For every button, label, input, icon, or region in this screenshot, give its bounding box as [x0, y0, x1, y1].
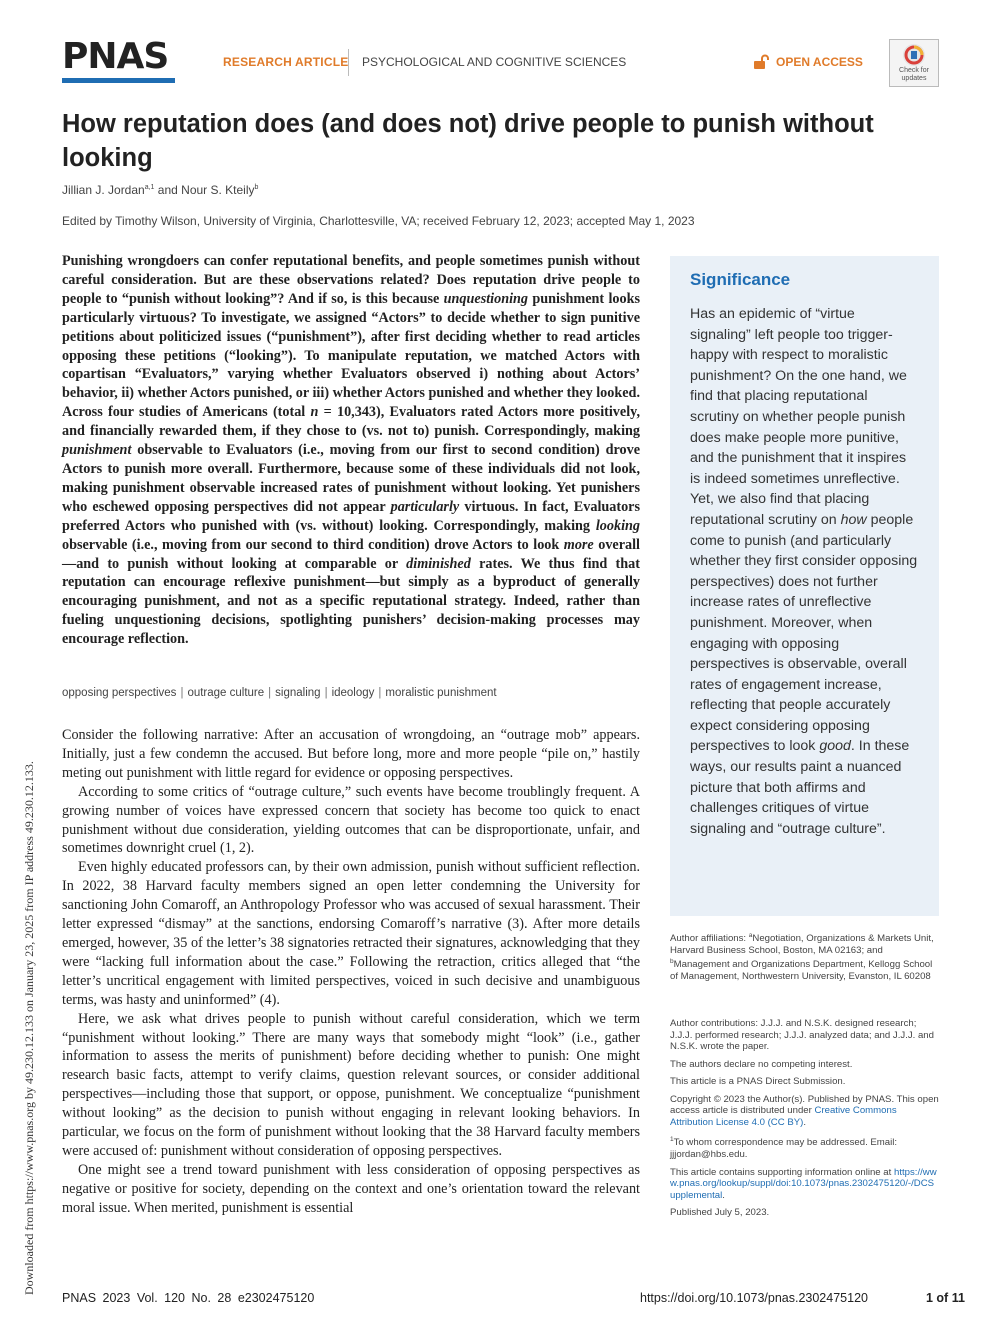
- significance-emphasis: good: [819, 738, 851, 755]
- supporting-info-note: [670, 1167, 939, 1202]
- note-text: Copyright © 2023 the Author(s). Published by PNAS. This open access article is distributed under: [670, 1093, 939, 1117]
- license-link[interactable]: Creative Commons Attribution License 4.0 (CC BY): [670, 1105, 897, 1128]
- keyword[interactable]: moralistic punishment: [385, 687, 497, 699]
- editor-line: Edited by Timothy Wilson, University of Virginia, Charlottesville, VA; received February 12, 2023; accepted May 1, 2023: [62, 214, 695, 228]
- footer-volume: Vol. 120: [136, 1291, 186, 1305]
- page-number: 1 of 11: [926, 1291, 965, 1305]
- keyword[interactable]: outrage culture: [187, 687, 265, 699]
- article-notes: [670, 930, 939, 1225]
- abstract-emphasis: diminished: [406, 555, 471, 572]
- note-text: Management and Organizations Department, Kellogg School of Management, Northwestern University, Evanston, IL 60208: [670, 959, 933, 982]
- abstract-text: punishment looks particularly virtuous? To investigate, we assigned “Actors” to decide whether to sign punitive petitions about politicized issues (“punishment”), after first deciding whether to read articles opposing these petitions (“looking”). To manipulate reputation, we matched Actors with copartisan “Evaluators,” varying whether Evaluators observed i) nothing about Actors’ behavior, ii) whether Actors punished, or iii) whether Actors punished and whether they looked. Across four studies of Americans (total: [62, 290, 641, 421]
- note-text: This article contains supporting information online at: [670, 1166, 894, 1178]
- supplement-link[interactable]: https://www.pnas.org/lookup/suppl/doi:10.1073/pnas.2302475120/-/DCSupplemental: [670, 1166, 937, 1201]
- abstract-emphasis: looking: [595, 517, 640, 534]
- note-text: Author affiliations:: [670, 933, 749, 945]
- footer-year: 2023: [102, 1291, 131, 1305]
- direct-submission-note: This article is a PNAS Direct Submission.: [670, 1076, 846, 1088]
- significance-title: Significance: [690, 270, 791, 289]
- affiliations-note: [670, 930, 939, 982]
- note-text: .: [722, 1189, 725, 1201]
- abstract-text: observable (i.e., moving from our second to third condition) drove Actors to look: [62, 536, 564, 553]
- main-body: [62, 726, 640, 1218]
- published-date: Published July 5, 2023.: [670, 1207, 770, 1219]
- abstract-emphasis: n: [310, 404, 319, 421]
- affiliation-marker: b: [670, 958, 674, 966]
- keyword-separator: |: [180, 687, 184, 699]
- body-paragraph: According to some critics of “outrage culture,” such events have become troublingly frequent. A growing number of voices have expressed concern that society has become too quick to enact punishment without due consideration, yielding outcomes that can be disproportionate, unfair, and sometimes downright cruel (1, 2).: [62, 783, 640, 857]
- body-paragraph: Here, we ask what drives people to punish without careful consideration, which we term “punishment without looking.” There are many ways that somebody might “look” (i.e., gather information to assess the merits of punishment) before deciding whether to punish: One might research basic facts, attempt to verify claims, question relevant sources, or consider additional perspectives—including those that support, or oppose, punishment. We conceptualize “punishment without looking” as the decision to punish without engaging in relevant looking behaviors. In particular, we focus on the form of punishment without looking that the 38 Harvard faculty members were accused of: punishment without consideration of opposing perspectives.: [62, 1010, 640, 1159]
- article-type-label[interactable]: RESEARCH ARTICLE: [223, 55, 349, 69]
- download-notice: Downloaded from https://www.pnas.org by 49.230.12.133 on January 23, 2025 from IP address 49.230.12.133.: [22, 761, 36, 1295]
- abstract-text: overall—and to punish without looking at comparable or: [62, 536, 640, 572]
- author-list: [62, 183, 258, 197]
- check-updates-text-1: Check for: [899, 67, 929, 74]
- footer-issue: No. 28: [191, 1291, 232, 1305]
- affiliation-marker: a: [748, 932, 753, 939]
- abstract-emphasis: punishment: [62, 442, 132, 459]
- keyword[interactable]: signaling: [275, 687, 321, 699]
- competing-interest-note: The authors declare no competing interest.: [670, 1058, 853, 1070]
- footer-article-id: e2302475120: [237, 1291, 315, 1305]
- keyword-separator: |: [324, 687, 328, 699]
- contributions-note: Author contributions: J.J.J. and N.S.K. designed research; J.J.J. performed research; J.J.J. analyzed data; and J.J.J. and N.S.K. wrote the paper.: [670, 1018, 934, 1053]
- abstract-text: rates. We thus find that reputation can encourage reflexive punishment—but simply as a byproduct of generally encouraging punishment, and not as a specific reputational strategy. Indeed, rather than fueling unquestioning decisions, spotlighting punishers’ decision-making processes may encourage reflection.: [62, 555, 640, 648]
- footer-doi-link[interactable]: https://doi.org/10.1073/pnas.2302475120: [640, 1291, 868, 1305]
- author-affiliation-marker: b: [254, 184, 259, 191]
- article-title: How reputation does (and does not) drive people to punish without looking: [62, 110, 874, 172]
- keyword-list: [62, 687, 642, 699]
- keyword[interactable]: ideology: [331, 687, 375, 699]
- logo-underline: [62, 78, 175, 83]
- header-divider: [348, 49, 349, 76]
- body-paragraph: Even highly educated professors can, by their own admission, punish without sufficient reflection. In 2022, 38 Harvard faculty members signed an open letter condemning the University for sanctioning John Comaroff, an Anthropology Professor who was accused of sexual harassment. Their letter expressed “dismay” at the sanctions, endorsing Comaroff’s narrative (3). After more details emerged, however, 35 of the letter’s 38 signatories retracted their signatures, acknowledging that they were “lacking full information about the case.” Following the retraction, critics alleged that “the letter’s uncritical engagement with limited perspectives, voiced in such decisive and unambiguous terms, was hasty and uninformed” (4).: [62, 859, 640, 1008]
- pnas-logo[interactable]: PNAS: [62, 36, 169, 77]
- significance-emphasis: how: [840, 511, 867, 528]
- significance-segment: . In these ways, our results paint a nuanced picture that both affirms and challenges critiques of virtue signaling and “outrage culture”.: [690, 738, 910, 837]
- significance-segment: Has an epidemic of “virtue signaling” left people too trigger-happy with respect to moralistic punishment? On the one hand, we find that placing reputational scrutiny on whether people punish does make people more punitive, and the punishment that it inspires is indeed sometimes unreflective. Yet, we also find that placing reputational scrutiny on: [690, 306, 907, 528]
- author-affiliation-marker: a,1: [144, 184, 155, 191]
- abstract-text: observable to Evaluators (i.e., moving from our first to second condition) drove Actors to punish more overall. Furthermore, because some of these individuals did not look, making punishment observable increased rates of punishment without looking. Yet punishers who eschewed opposing perspectives did not appear: [62, 442, 640, 515]
- correspondence-marker: 1: [670, 1136, 674, 1144]
- note-text: To whom correspondence may be addressed. Email: jjjordan@hbs.edu.: [670, 1137, 898, 1161]
- author-conjunction: and: [154, 183, 182, 197]
- abstract-emphasis: unquestioning: [443, 290, 529, 307]
- abstract-emphasis: particularly: [390, 498, 460, 515]
- keyword-separator: |: [378, 687, 382, 699]
- check-updates-text-2: updates: [901, 75, 927, 82]
- abstract: [62, 252, 640, 649]
- note-text: .: [803, 1116, 806, 1128]
- check-for-updates-button[interactable]: [889, 39, 939, 87]
- section-label[interactable]: PSYCHOLOGICAL AND COGNITIVE SCIENCES: [362, 55, 627, 69]
- note-text: Negotiation, Organizations & Markets Unit, Harvard Business School, Boston, MA 02163; and: [670, 933, 934, 956]
- abstract-text: Punishing wrongdoers can confer reputational benefits, and people sometimes punish without careful consideration. But are these observations related? Does reputation drive people to people to “punish without looking”? And if so, is this because: [62, 253, 640, 307]
- abstract-text: = 10,343), Evaluators rated Actors more positively, and financially rewarded them, if they chose to (vs. not to) punish. Correspondingly, making: [62, 404, 641, 440]
- correspondence-note: [670, 1134, 939, 1160]
- copyright-note: [670, 1094, 939, 1129]
- body-paragraph: Consider the following narrative: After an accusation of wrongdoing, an “outrage mob” appears. Initially, just a few condemn the accused. But before long, more and more people “pile on,” hastily meting out punishment with little regard for evidence or opposing perspectives.: [62, 727, 640, 781]
- author-name[interactable]: Nour S. Kteily: [181, 183, 255, 197]
- keyword-separator: |: [268, 687, 272, 699]
- significance-box: [670, 256, 939, 916]
- check-updates-icon: [902, 43, 926, 67]
- abstract-emphasis: more: [563, 536, 594, 553]
- footer-journal: PNAS: [62, 1291, 97, 1305]
- footer-citation: [62, 1291, 314, 1305]
- significance-text: [690, 304, 919, 839]
- significance-segment: people come to punish (and particularly whether they first consider opposing perspectives) does not further increase rates of unreflective punishment. Moreover, when engaging with opposing perspectives is observable, overall rates of engagement increase, reflecting that people accurately expect considering opposing perspectives to look: [690, 511, 918, 755]
- keyword[interactable]: opposing perspectives: [62, 687, 177, 699]
- open-lock-icon: [753, 54, 769, 70]
- open-access-label[interactable]: OPEN ACCESS: [776, 55, 863, 69]
- body-paragraph: One might see a trend toward punishment with less consideration of opposing perspectives as negative or positive for society, depending on the context and one’s orientation toward the relevant moral issue. When merited, punishment is essential: [62, 1161, 640, 1216]
- author-name[interactable]: Jillian J. Jordan: [62, 183, 145, 197]
- abstract-text: virtuous. In fact, Evaluators preferred Actors who punished with (vs. without) looking. Correspondingly, making: [62, 498, 641, 534]
